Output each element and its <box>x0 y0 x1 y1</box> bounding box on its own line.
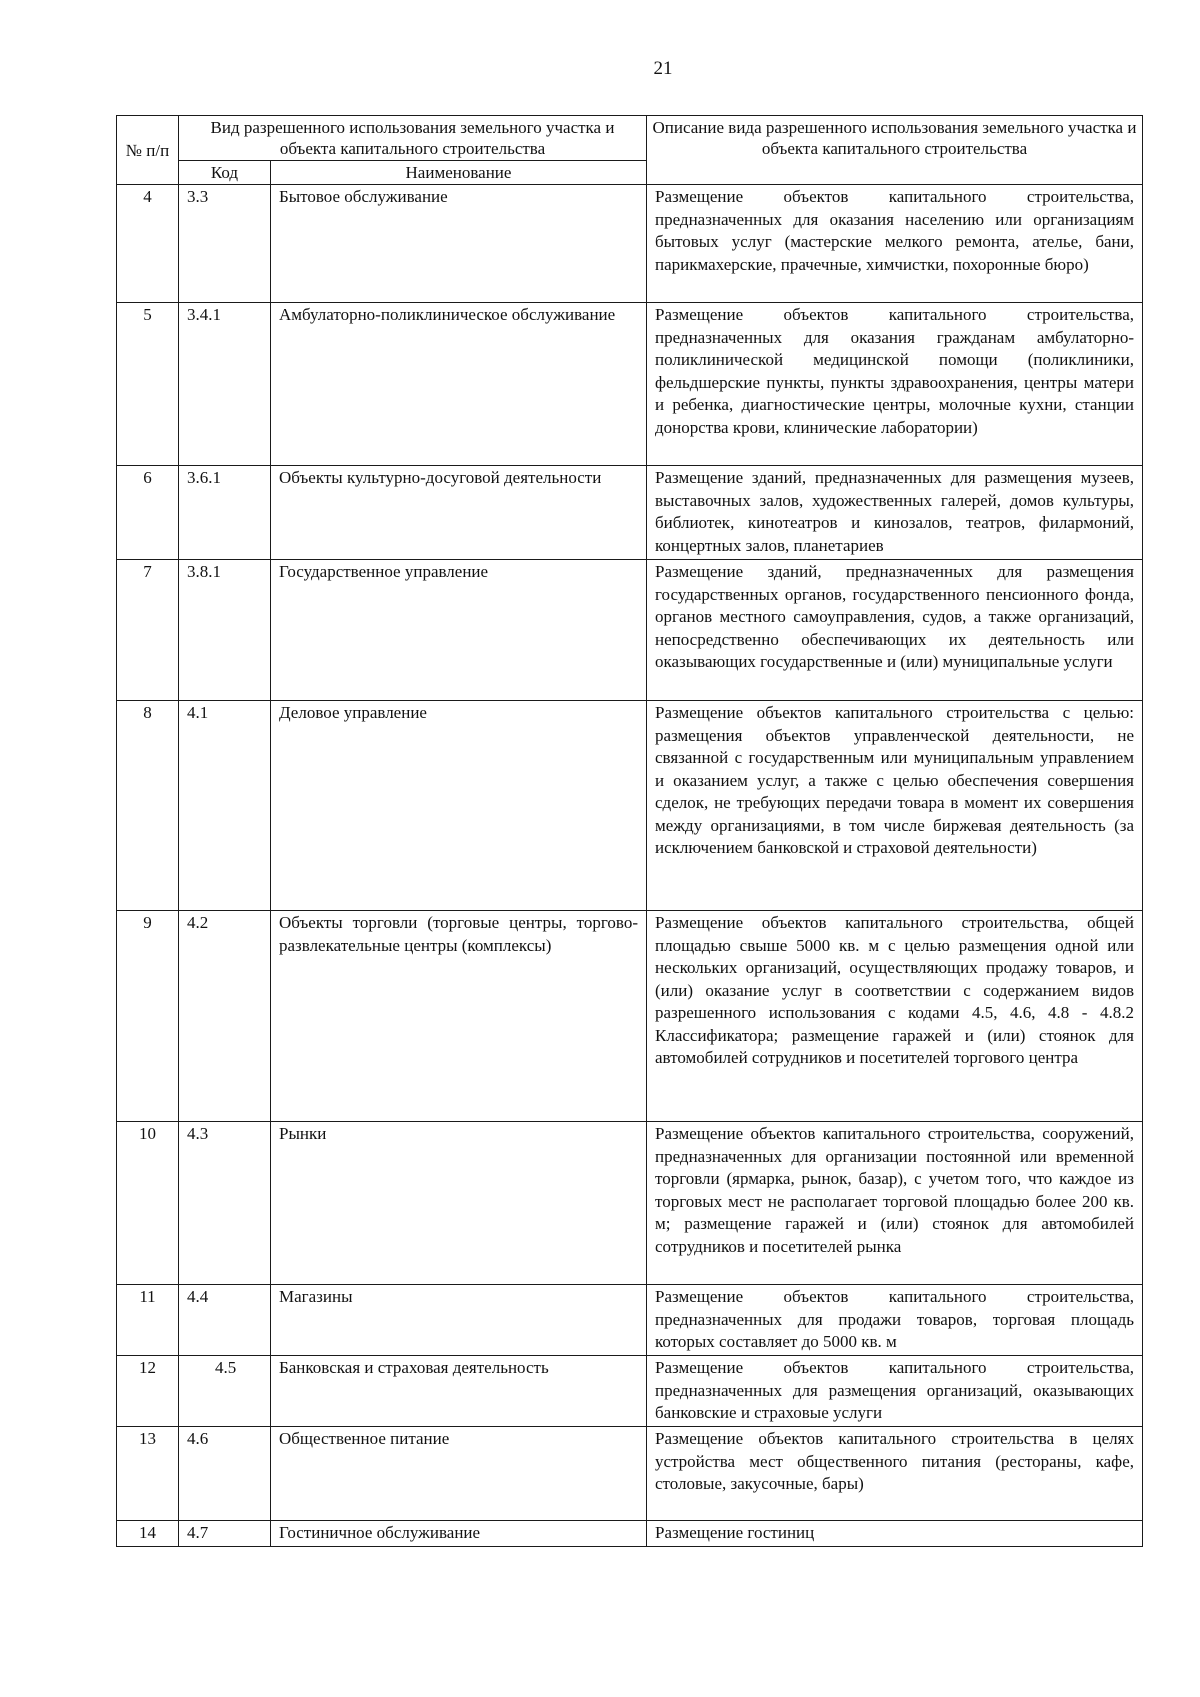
row-num: 14 <box>117 1521 179 1547</box>
row-description: Размещение объектов капитального строительства в целях устройства мест общественного питания (рестораны, кафе, столовые, закусочные, бары) <box>647 1427 1143 1521</box>
header-group: Вид разрешенного использования земельного участка и объекта капитального строительства <box>179 116 647 161</box>
table-row <box>117 560 1143 701</box>
row-code: 3.8.1 <box>179 560 271 701</box>
row-code: 4.7 <box>179 1521 271 1547</box>
row-name: Магазины <box>271 1285 647 1356</box>
row-description: Размещение объектов капитального строительства, сооружений, предназначенных для организации постоянной или временной торговли (ярмарка, рынок, базар), с учетом того, что каждое из торговых мест не располагает торговой площадью более 200 кв. м; размещение гаражей и (или) стоянок для автомобилей сотрудников и посетителей рынка <box>647 1122 1143 1285</box>
row-num: 12 <box>117 1356 179 1427</box>
row-name: Объекты культурно-досуговой деятельности <box>271 466 647 560</box>
row-description: Размещение гостиниц <box>647 1521 1143 1547</box>
row-name: Банковская и страховая деятельность <box>271 1356 647 1427</box>
row-num: 4 <box>117 185 179 303</box>
land-use-table <box>116 115 1143 1547</box>
row-description: Размещение объектов капитального строительства, предназначенных для размещения организаций, оказывающих банковские и страховые услуги <box>647 1356 1143 1427</box>
row-name: Бытовое обслуживание <box>271 185 647 303</box>
row-name: Деловое управление <box>271 701 647 911</box>
table-row <box>117 303 1143 466</box>
header-code: Код <box>179 161 271 185</box>
row-num: 6 <box>117 466 179 560</box>
row-num: 13 <box>117 1427 179 1521</box>
row-code: 4.1 <box>179 701 271 911</box>
row-description: Размещение объектов капитального строительства, предназначенных для оказания гражданам амбулаторно-поликлинической медицинской помощи (поликлиники, фельдшерские пункты, пункты здравоохранения, центры матери и ребенка, диагностические центры, молочные кухни, станции донорства крови, клинические лаборатории) <box>647 303 1143 466</box>
row-code: 3.3 <box>179 185 271 303</box>
row-description: Размещение объектов капитального строительства с целью: размещения объектов управленческой деятельности, не связанной с государственным или муниципальным управлением и оказанием услуг, а также с целью обеспечения совершения сделок, не требующих передачи товара в момент их совершения между организациями, в том числе биржевая деятельность (за исключением банковской и страховой деятельности) <box>647 701 1143 911</box>
row-num: 8 <box>117 701 179 911</box>
row-description: Размещение объектов капитального строительства, предназначенных для оказания населению или организациям бытовых услуг (мастерские мелкого ремонта, ателье, бани, парикмахерские, прачечные, химчистки, похоронные бюро) <box>647 185 1143 303</box>
row-name: Общественное питание <box>271 1427 647 1521</box>
table-row <box>117 1356 1143 1427</box>
table-row <box>117 1427 1143 1521</box>
row-name: Государственное управление <box>271 560 647 701</box>
row-code: 4.2 <box>179 911 271 1122</box>
row-description: Размещение зданий, предназначенных для размещения музеев, выставочных залов, художественных галерей, домов культуры, библиотек, кинотеатров и кинозалов, театров, филармоний, концертных залов, планетариев <box>647 466 1143 560</box>
row-description: Размещение объектов капитального строительства, предназначенных для продажи товаров, торговая площадь которых составляет до 5000 кв. м <box>647 1285 1143 1356</box>
table-row <box>117 1285 1143 1356</box>
row-code: 3.6.1 <box>179 466 271 560</box>
table-row <box>117 911 1143 1122</box>
row-code: 4.5 <box>179 1356 271 1427</box>
row-name: Рынки <box>271 1122 647 1285</box>
row-name: Амбулаторно-поликлиническое обслуживание <box>271 303 647 466</box>
table-row <box>117 1122 1143 1285</box>
table-row <box>117 1521 1143 1547</box>
row-name: Объекты торговли (торговые центры, торгово-развлекательные центры (комплексы) <box>271 911 647 1122</box>
table-row <box>117 466 1143 560</box>
header-num: № п/п <box>117 116 179 185</box>
page-number: 21 <box>653 58 673 79</box>
row-num: 10 <box>117 1122 179 1285</box>
table-row <box>117 701 1143 911</box>
row-name: Гостиничное обслуживание <box>271 1521 647 1547</box>
row-description: Размещение зданий, предназначенных для размещения государственных органов, государственного пенсионного фонда, органов местного самоуправления, судов, а также организаций, непосредственно обеспечивающих их деятельность или оказывающих государственные и (или) муниципальные услуги <box>647 560 1143 701</box>
row-code: 4.3 <box>179 1122 271 1285</box>
row-num: 9 <box>117 911 179 1122</box>
header-description: Описание вида разрешенного использования земельного участка и объекта капитального строительства <box>647 116 1143 185</box>
table-row <box>117 185 1143 303</box>
row-num: 5 <box>117 303 179 466</box>
header-name: Наименование <box>271 161 647 185</box>
row-num: 11 <box>117 1285 179 1356</box>
row-description: Размещение объектов капитального строительства, общей площадью свыше 5000 кв. м с целью размещения одной или нескольких организаций, осуществляющих продажу товаров, и (или) оказание услуг в соответствии с содержанием видов разрешенного использования с кодами 4.5, 4.6, 4.8 - 4.8.2 Классификатора; размещение гаражей и (или) стоянок для автомобилей сотрудников и посетителей торгового центра <box>647 911 1143 1122</box>
row-num: 7 <box>117 560 179 701</box>
row-code: 4.6 <box>179 1427 271 1521</box>
row-code: 4.4 <box>179 1285 271 1356</box>
row-code: 3.4.1 <box>179 303 271 466</box>
